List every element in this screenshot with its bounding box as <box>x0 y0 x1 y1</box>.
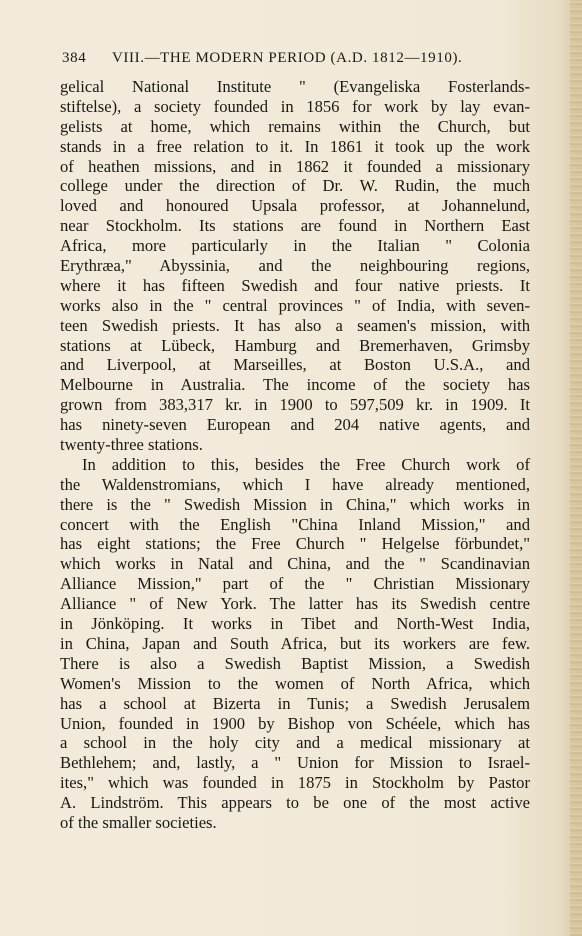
text-line: stands in a free relation to it. In 1861 it took up the work <box>60 136 530 156</box>
text-line: college under the direction of Dr. W. Rudin, the much <box>60 176 530 196</box>
text-line: ites," which was founded in 1875 in Stockholm by Pastor <box>60 773 530 793</box>
text-line: grown from 383,317 kr. in 1900 to 597,509 kr. in 1909. It <box>60 395 530 415</box>
text-line: of heathen missions, and in 1862 it founded a missionary <box>60 156 530 176</box>
text-line: in Jönköping. It works in Tibet and North-West India, <box>60 614 530 634</box>
text-line: of the smaller societies. <box>60 812 217 832</box>
body-text <box>60 77 530 833</box>
page-number: 384 <box>62 50 87 66</box>
text-line: has eight stations; the Free Church " Helgelse förbundet," <box>60 534 530 554</box>
text-line: Africa, more particularly in the Italian " Colonia <box>60 236 530 256</box>
text-line: Erythræa," Abyssinia, and the neighbouring regions, <box>60 256 530 276</box>
text-line: There is also a Swedish Baptist Mission, a Swedish <box>60 653 530 673</box>
text-line: near Stockholm. Its stations are found in Northern East <box>60 216 530 236</box>
text-line: Melbourne in Australia. The income of the society has <box>60 375 530 395</box>
text-line: Alliance " of New York. The latter has its Swedish centre <box>60 594 530 614</box>
page-edge <box>570 0 582 936</box>
text-line: a school in the holy city and a medical missionary at <box>60 733 530 753</box>
text-line: has ninety-seven European and 204 native agents, and <box>60 415 530 435</box>
paragraph-2 <box>60 455 530 833</box>
text-line: has a school at Bizerta in Tunis; a Swedish Jerusalem <box>60 693 530 713</box>
text-line: Union, founded in 1900 by Bishop von Schéele, which has <box>60 713 530 733</box>
paragraph-1 <box>60 77 530 455</box>
text-line: works also in the " central provinces " of India, with seven- <box>60 295 530 315</box>
text-line: In addition to this, besides the Free Church work of <box>82 454 530 474</box>
text-line: A. Lindström. This appears to be one of the most active <box>60 793 530 813</box>
text-line: Alliance Mission," part of the " Christian Missionary <box>60 574 530 594</box>
text-line: which works in Natal and China, and the " Scandinavian <box>60 554 530 574</box>
text-line: where it has fifteen Swedish and four native priests. It <box>60 275 530 295</box>
text-line: Women's Mission to the women of North Africa, which <box>60 673 530 693</box>
text-line: teen Swedish priests. It has also a seamen's mission, with <box>60 315 530 335</box>
text-line: stiftelse), a society founded in 1856 for work by lay evan- <box>60 96 530 116</box>
chapter-title: VIII.—THE MODERN PERIOD (A.D. 1812—1910). <box>112 50 463 66</box>
text-line: twenty-three stations. <box>60 435 203 455</box>
text-line: in China, Japan and South Africa, but its workers are few. <box>60 633 530 653</box>
text-line: concert with the English "China Inland Mission," and <box>60 514 530 534</box>
running-header <box>62 50 532 67</box>
text-line: there is the " Swedish Mission in China," which works in <box>60 494 530 514</box>
text-line: loved and honoured Upsala professor, at Johannelund, <box>60 196 530 216</box>
text-line: gelists at home, which remains within the Church, but <box>60 116 530 136</box>
text-line: stations at Lübeck, Hamburg and Bremerhaven, Grimsby <box>60 335 530 355</box>
text-line: and Liverpool, at Marseilles, at Boston U.S.A., and <box>60 355 530 375</box>
text-line: gelical National Institute " (Evangeliska Fosterlands- <box>60 77 530 96</box>
text-line: the Waldenstromians, which I have already mentioned, <box>60 474 530 494</box>
text-line: Bethlehem; and, lastly, a " Union for Mission to Israel- <box>60 753 530 773</box>
